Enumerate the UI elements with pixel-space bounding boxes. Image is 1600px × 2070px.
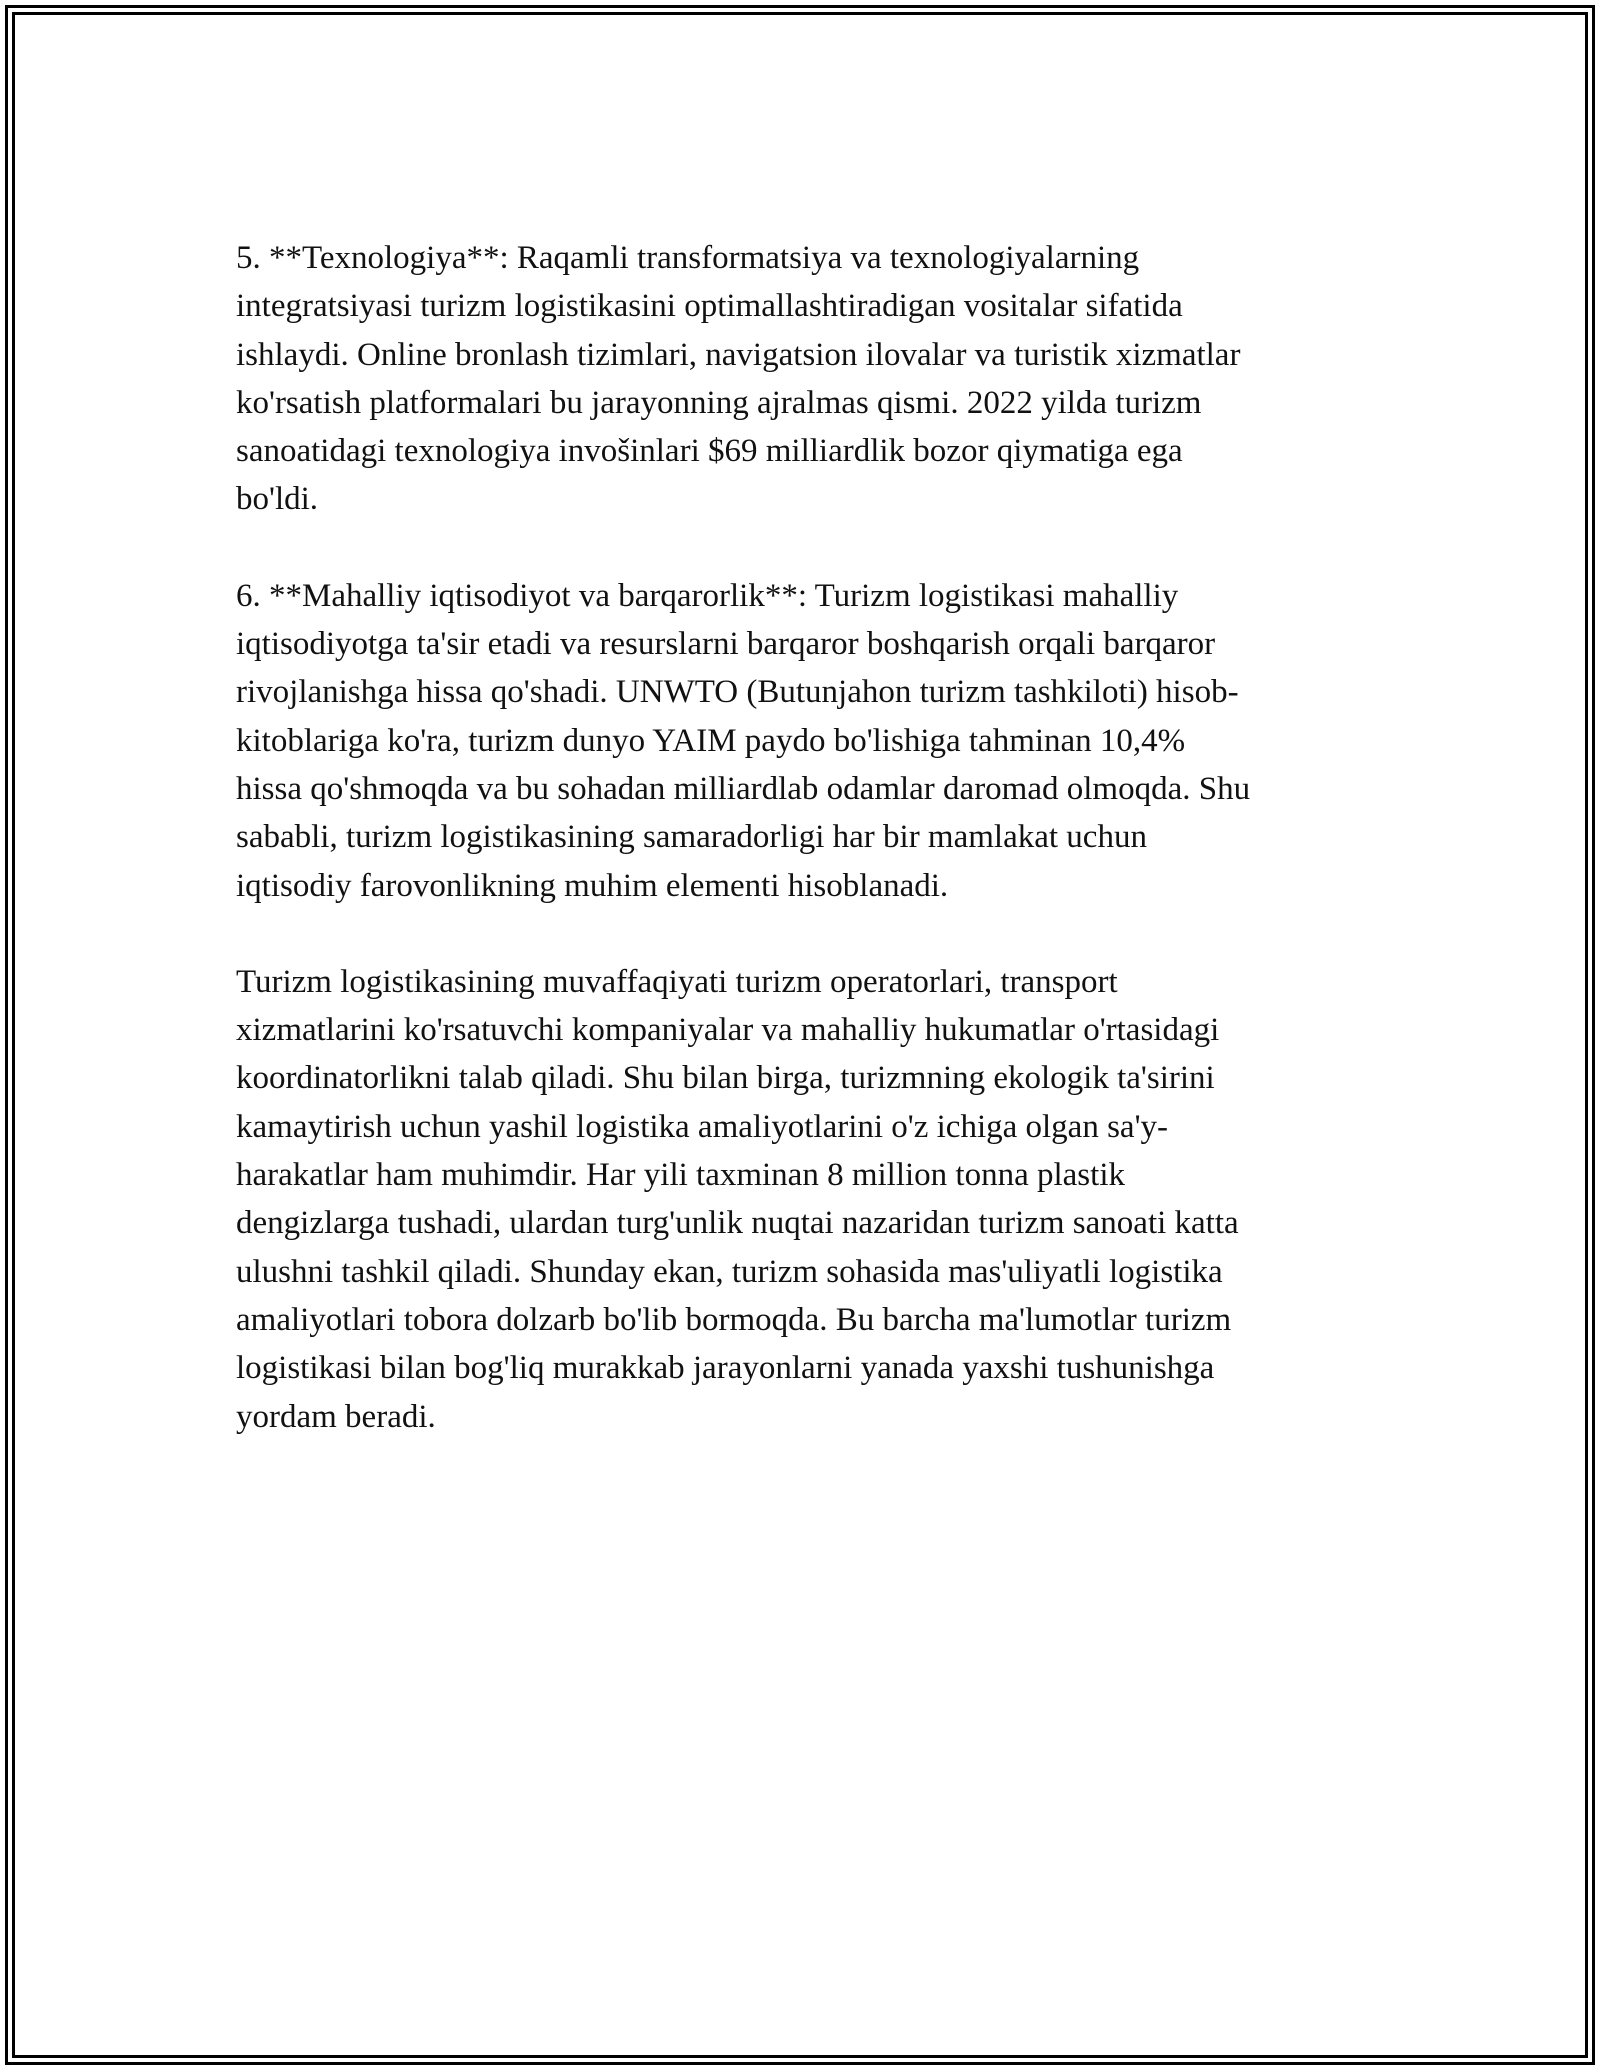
text-line: kitoblariga ko'ra, turizm dunyo YAIM paydo bo'lishiga tahminan 10,4%	[236, 722, 1186, 759]
text-line: dengizlarga tushadi, ulardan turg'unlik nuqtai nazaridan turizm sanoati katta	[236, 1205, 1239, 1242]
text-line: kamaytirish uchun yashil logistika amaliyotlarini o'z ichiga olgan sa'y-	[236, 1108, 1169, 1145]
text-line: Turizm logistikasining muvaffaqiyati turizm operatorlari, transport	[236, 963, 1118, 1000]
paragraph-local-economy	[236, 572, 1386, 910]
text-line: ishlaydi. Online bronlash tizimlari, navigatsion ilovalar va turistik xizmatlar	[236, 336, 1241, 373]
paragraph-technology	[236, 234, 1386, 524]
text-line: logistikasi bilan bog'liq murakkab jarayonlarni yanada yaxshi tushunishga	[236, 1350, 1215, 1387]
text-line: yordam beradi.	[236, 1398, 436, 1435]
text-line: 6. **Mahalliy iqtisodiyot va barqarorlik**: Turizm logistikasi mahalliy	[236, 577, 1179, 614]
text-line: ulushni tashkil qiladi. Shunday ekan, turizm sohasida mas'uliyatli logistika	[236, 1253, 1223, 1290]
text-line: iqtisodiyotga ta'sir etadi va resurslarni barqaror boshqarish orqali barqaror	[236, 626, 1216, 663]
text-line: integratsiyasi turizm logistikasini optimallashtiradigan vositalar sifatida	[236, 288, 1183, 325]
text-line: ko'rsatish platformalari bu jarayonning ajralmas qismi. 2022 yilda turizm	[236, 384, 1202, 421]
document-body	[236, 234, 1386, 1489]
text-line: amaliyotlari tobora dolzarb bo'lib bormoqda. Bu barcha ma'lumotlar turizm	[236, 1301, 1232, 1338]
text-line: 5. **Texnologiya**: Raqamli transformatsiya va texnologiyalarning	[236, 240, 1140, 276]
text-line: xizmatlarini ko'rsatuvchi kompaniyalar va mahalliy hukumatlar o'rtasidagi	[236, 1012, 1220, 1049]
text-line: bo'ldi.	[236, 481, 319, 518]
paragraph-conclusion	[236, 958, 1386, 1441]
text-line: rivojlanishga hissa qo'shadi. UNWTO (Butunjahon turizm tashkiloti) hisob-	[236, 674, 1239, 711]
text-line: sababli, turizm logistikasining samaradorligi har bir mamlakat uchun	[236, 819, 1147, 856]
text-line: harakatlar ham muhimdir. Har yili taxminan 8 million tonna plastik	[236, 1157, 1125, 1194]
text-line: sanoatidagi texnologiya invošinlari $69 milliardlik bozor qiymatiga ega	[236, 433, 1183, 470]
text-line: hissa qo'shmoqda va bu sohadan milliardlab odamlar daromad olmoqda. Shu	[236, 770, 1251, 807]
text-line: koordinatorlikni talab qiladi. Shu bilan birga, turizmning ekologik ta'sirini	[236, 1060, 1215, 1097]
text-line: iqtisodiy farovonlikning muhim elementi hisoblanadi.	[236, 867, 949, 904]
